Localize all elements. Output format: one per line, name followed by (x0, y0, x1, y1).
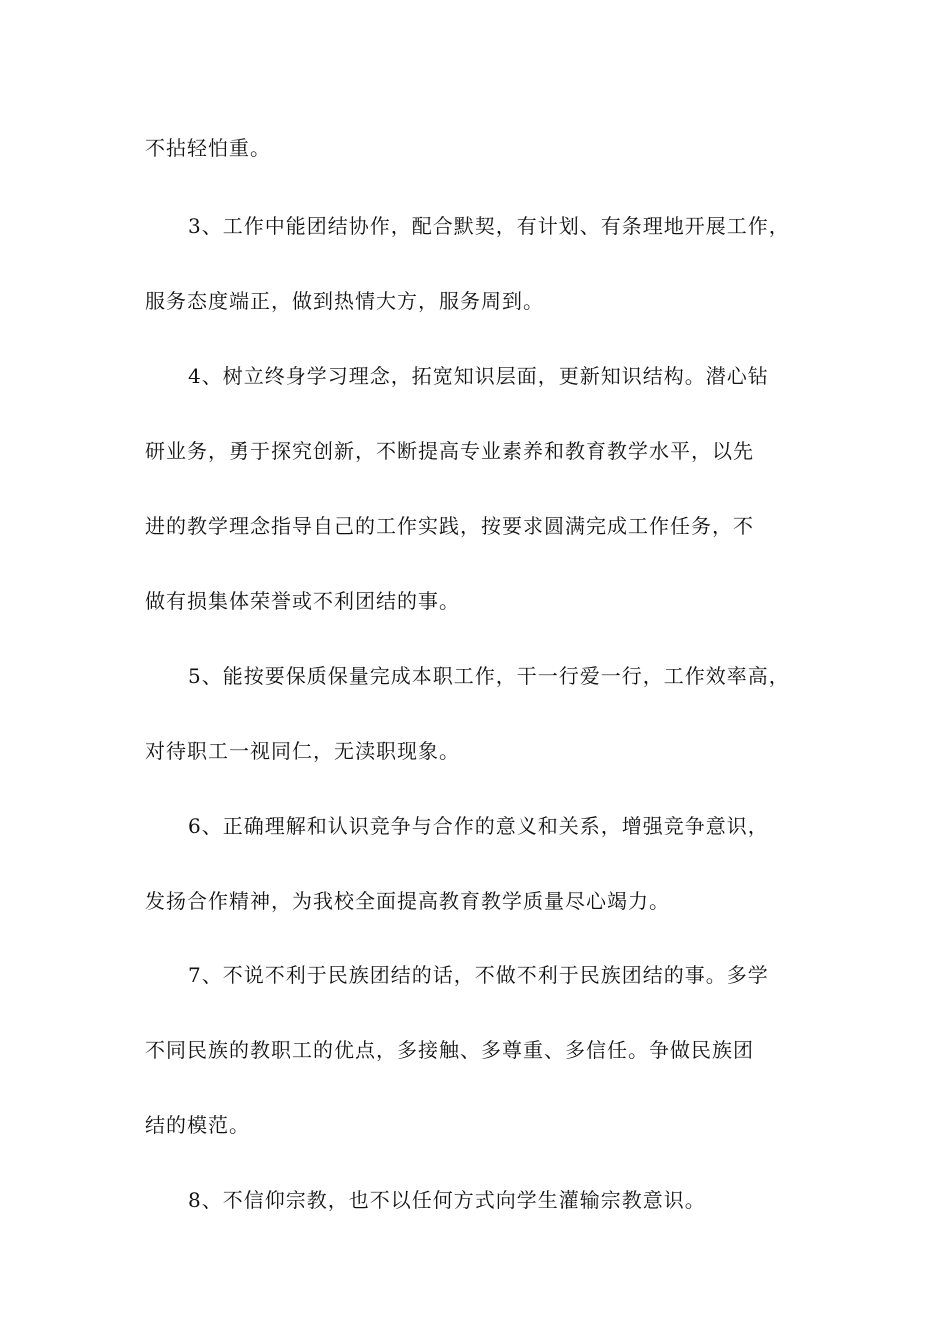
text-line: 发扬合作精神，为我校全面提高教育教学质量尽心竭力。 (145, 889, 670, 913)
text-line: 不拈轻怕重。 (145, 136, 271, 160)
paragraph-6-line-1: 6、正确理解和认识竞争与合作的意义和关系，增强竞争意识， (188, 814, 769, 838)
text-line: 服务态度端正，做到热情大方，服务周到。 (145, 289, 544, 313)
paragraph-8-line-1: 8、不信仰宗教，也不以任何方式向学生灌输宗教意识。 (188, 1188, 706, 1212)
text-line: 对待职工一视同仁，无渎职现象。 (145, 739, 460, 763)
paragraph-4-line-1: 4、树立终身学习理念，拓宽知识层面，更新知识结构。潜心钻 (188, 364, 769, 388)
text-line: 研业务，勇于探究创新，不断提高专业素养和教育教学水平，以先 (145, 439, 754, 463)
paragraph-3-line-1: 3、工作中能团结协作，配合默契，有计划、有条理地开展工作， (188, 214, 790, 238)
text-line: 不同民族的教职工的优点，多接触、多尊重、多信任。争做民族团 (145, 1038, 754, 1062)
text-line: 进的教学理念指导自己的工作实践，按要求圆满完成工作任务，不 (145, 514, 754, 538)
paragraph-7-line-1: 7、不说不利于民族团结的话，不做不利于民族团结的事。多学 (188, 963, 769, 987)
text-line: 做有损集体荣誉或不利团结的事。 (145, 589, 460, 613)
paragraph-5-line-1: 5、能按要保质保量完成本职工作，干一行爱一行，工作效率高， (188, 664, 790, 688)
text-line: 结的模范。 (145, 1113, 250, 1137)
